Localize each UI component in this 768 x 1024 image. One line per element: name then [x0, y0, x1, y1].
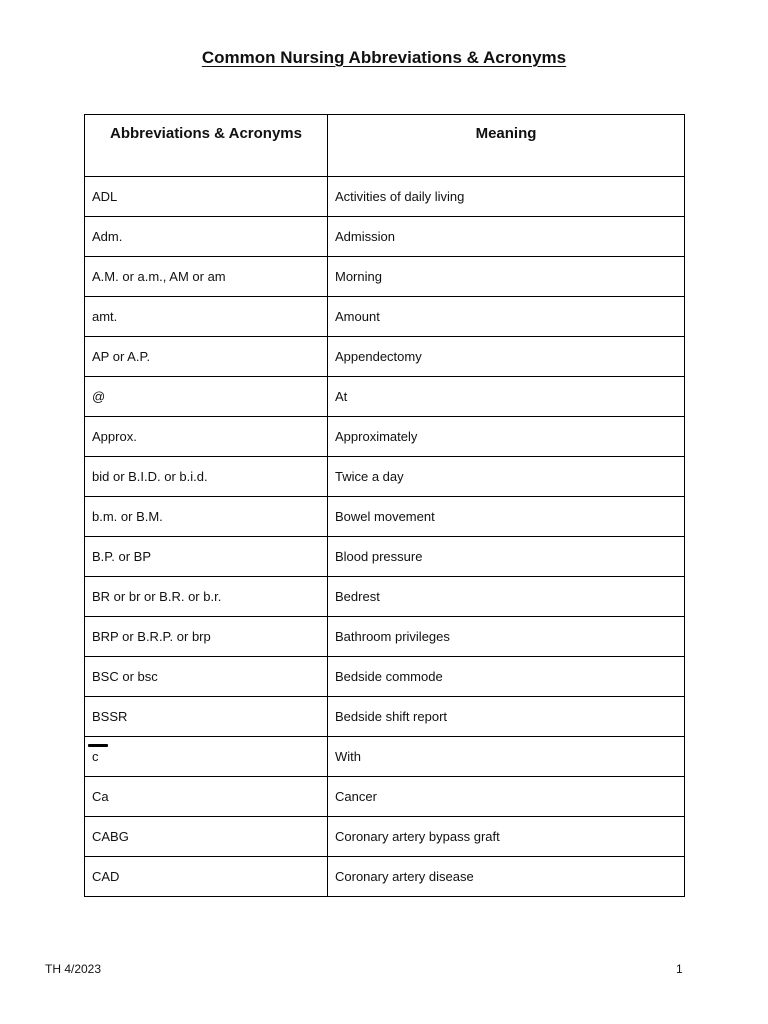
table-row	[85, 377, 685, 417]
abbreviation-cell: @	[85, 377, 328, 417]
abbreviation-cell: amt.	[85, 297, 328, 337]
abbreviation-cell: BRP or B.R.P. or brp	[85, 617, 328, 657]
meaning-cell: At	[328, 377, 685, 417]
footer-author-date: TH 4/2023	[45, 962, 102, 976]
abbreviations-table-container	[84, 114, 684, 897]
table-row	[85, 257, 685, 297]
meaning-cell: Bowel movement	[328, 497, 685, 537]
meaning-cell: Appendectomy	[328, 337, 685, 377]
abbreviation-cell: ADL	[85, 177, 328, 217]
meaning-cell: Coronary artery bypass graft	[328, 817, 685, 857]
meaning-cell: Activities of daily living	[328, 177, 685, 217]
meaning-cell: Morning	[328, 257, 685, 297]
footer-page-number: 1	[676, 962, 683, 976]
meaning-cell: Bedside shift report	[328, 697, 685, 737]
document-title: Common Nursing Abbreviations & Acronyms	[201, 48, 567, 67]
abbreviation-cell: Approx.	[85, 417, 328, 457]
meaning-cell: Blood pressure	[328, 537, 685, 577]
abbreviation-cell: B.P. or BP	[85, 537, 328, 577]
table-row	[85, 297, 685, 337]
table-row	[85, 577, 685, 617]
abbreviation-cell: A.M. or a.m., AM or am	[85, 257, 328, 297]
column-header-abbreviations: Abbreviations & Acronyms	[85, 115, 328, 177]
meaning-cell: Cancer	[328, 777, 685, 817]
abbreviation-cell: bid or B.I.D. or b.i.d.	[85, 457, 328, 497]
abbreviation-cell: BSSR	[85, 697, 328, 737]
meaning-cell: Bathroom privileges	[328, 617, 685, 657]
abbreviation-cell: CABG	[85, 817, 328, 857]
c-bar-letter: c	[92, 749, 99, 764]
table-row	[85, 617, 685, 657]
meaning-cell: Coronary artery disease	[328, 857, 685, 897]
abbreviation-cell	[85, 737, 328, 777]
abbreviations-table	[84, 114, 685, 897]
abbreviation-cell: Adm.	[85, 217, 328, 257]
table-row	[85, 657, 685, 697]
meaning-cell: Bedside commode	[328, 657, 685, 697]
overbar-mark	[88, 744, 108, 747]
column-header-meaning: Meaning	[328, 115, 685, 177]
table-row	[85, 857, 685, 897]
table-body	[85, 177, 685, 897]
abbreviation-cell: CAD	[85, 857, 328, 897]
meaning-cell: Twice a day	[328, 457, 685, 497]
table-row	[85, 497, 685, 537]
table-row	[85, 417, 685, 457]
meaning-cell: Amount	[328, 297, 685, 337]
table-row	[85, 457, 685, 497]
table-row	[85, 697, 685, 737]
abbreviation-cell: Ca	[85, 777, 328, 817]
meaning-cell: Admission	[328, 217, 685, 257]
table-row	[85, 737, 685, 777]
c-bar-symbol	[92, 749, 99, 764]
table-row	[85, 337, 685, 377]
table-row	[85, 177, 685, 217]
meaning-cell: Approximately	[328, 417, 685, 457]
meaning-cell: Bedrest	[328, 577, 685, 617]
table-header-row	[85, 115, 685, 177]
abbreviation-cell: BSC or bsc	[85, 657, 328, 697]
abbreviation-cell: AP or A.P.	[85, 337, 328, 377]
table-row	[85, 217, 685, 257]
table-row	[85, 777, 685, 817]
abbreviation-cell: BR or br or B.R. or b.r.	[85, 577, 328, 617]
table-row	[85, 537, 685, 577]
table-row	[85, 817, 685, 857]
meaning-cell: With	[328, 737, 685, 777]
abbreviation-cell: b.m. or B.M.	[85, 497, 328, 537]
